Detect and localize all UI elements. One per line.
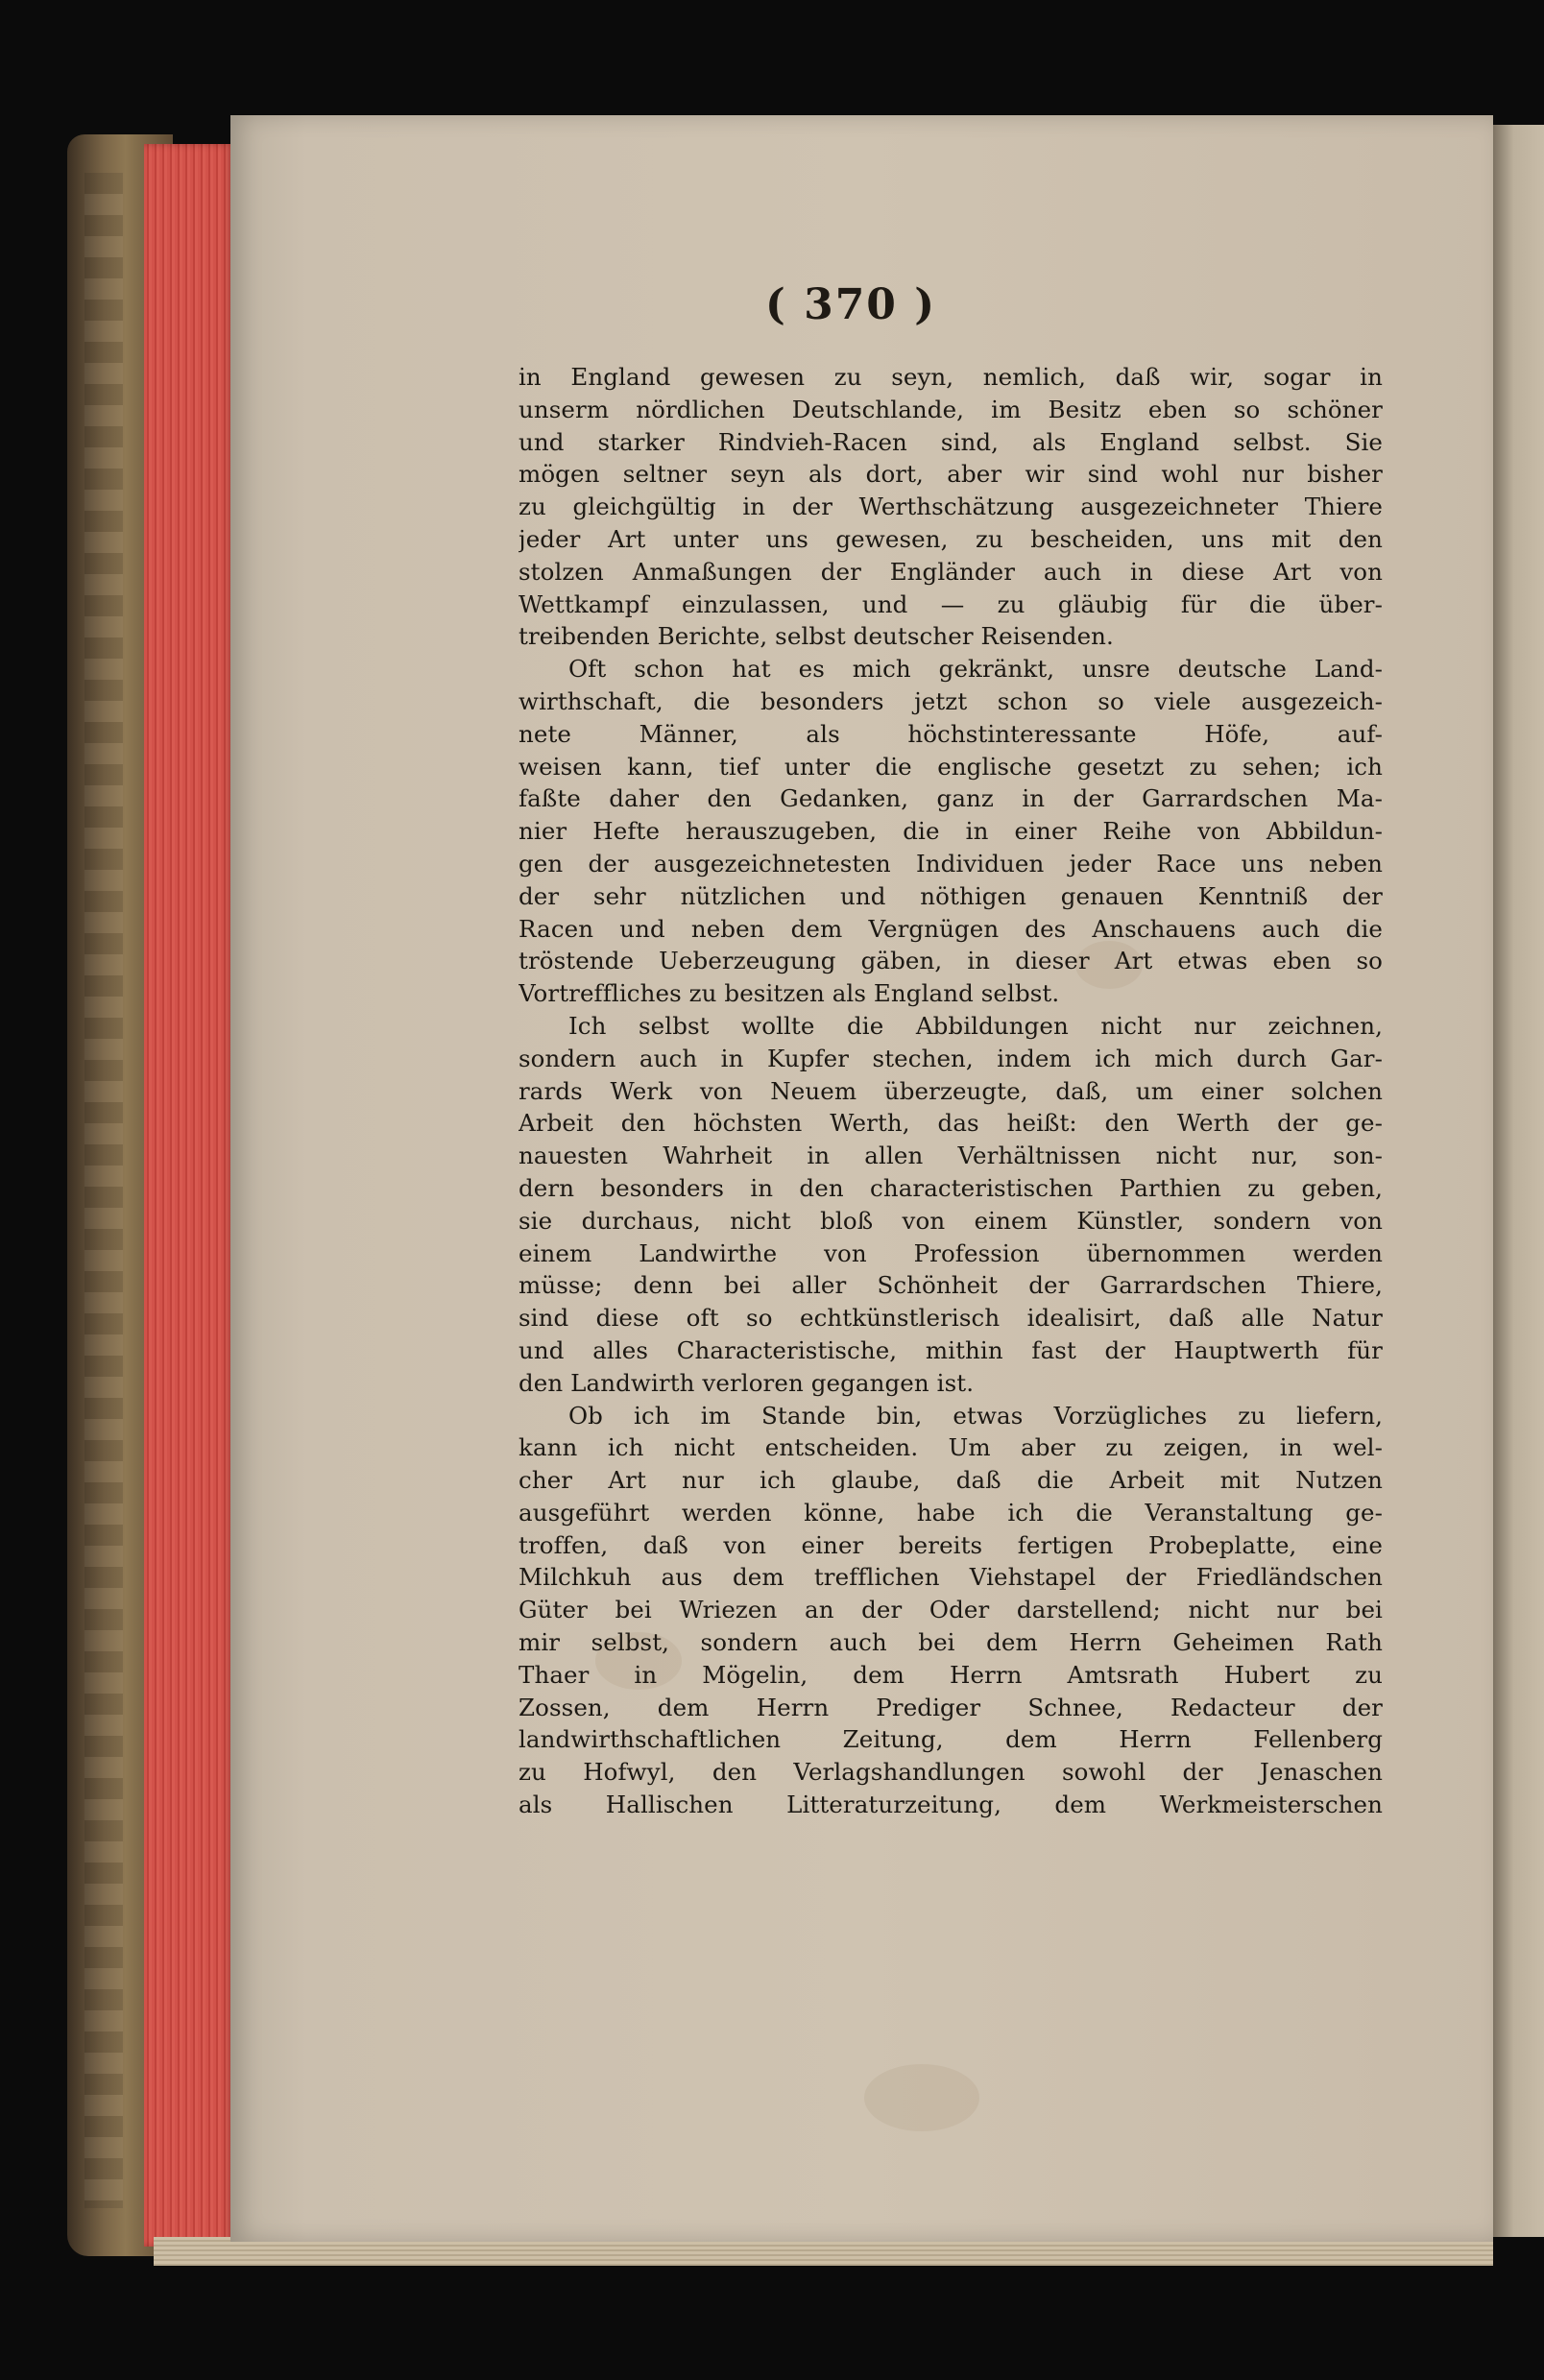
text-line: Oft schon hat es mich gekränkt, unsre deutsche Land- xyxy=(568,655,1383,684)
text-line: Wettkampf einzulassen, und — zu gläubig für die über- xyxy=(519,589,1383,618)
text-line: müsse; denn bei aller Schönheit der Garrardschen Thiere, xyxy=(519,1271,1383,1300)
text-line: unserm nördlichen Deutschlande, im Besitz eben so schöner xyxy=(519,395,1383,423)
text-line: Milchkuh aus dem trefflichen Viehstapel der Friedländschen xyxy=(519,1563,1383,1592)
body-text xyxy=(519,361,1383,1821)
text-line: troffen, daß von einer bereits fertigen Probeplatte, eine xyxy=(519,1530,1383,1559)
foxing-stain xyxy=(864,2064,979,2131)
text-line: den Landwirth verloren gegangen ist. xyxy=(519,1368,975,1397)
text-line: Zossen, dem Herrn Prediger Schnee, Redacteur der xyxy=(519,1693,1383,1721)
text-line: zu gleichgültig in der Werthschätzung ausgezeichneter Thiere xyxy=(519,493,1383,521)
text-line: treibenden Berichte, selbst deutscher Reisenden. xyxy=(519,622,1114,651)
text-line: einem Landwirthe von Profession übernommen werden xyxy=(519,1238,1383,1267)
text-line: in England gewesen zu seyn, nemlich, daß wir, sogar in xyxy=(519,363,1383,391)
text-line: und starker Rindvieh-Racen sind, als England selbst. Sie xyxy=(519,427,1383,456)
facing-page-edge xyxy=(1493,125,1544,2237)
text-line: Ob ich im Stande bin, etwas Vorzügliches zu liefern, xyxy=(568,1401,1383,1430)
page-number-text: ( 370 ) xyxy=(764,280,937,329)
text-line: gen der ausgezeichnetesten Individuen jeder Race uns neben xyxy=(519,849,1383,877)
text-line: ausgeführt werden könne, habe ich die Veranstaltung ge- xyxy=(519,1498,1383,1527)
text-line: Ich selbst wollte die Abbildungen nicht nur zeichnen, xyxy=(568,1011,1383,1040)
text-line: tröstende Ueberzeugung gäben, in dieser Art etwas eben so xyxy=(519,947,1383,975)
text-line: Racen und neben dem Vergnügen des Anschauens auch die xyxy=(519,914,1383,943)
red-page-edges xyxy=(144,144,235,2247)
text-line: nauesten Wahrheit in allen Verhältnissen nicht nur, son- xyxy=(519,1142,1383,1170)
text-line: weisen kann, tief unter die englische gesetzt zu sehen; ich xyxy=(519,752,1383,781)
text-line: Vortreffliches zu besitzen als England selbst. xyxy=(519,979,1060,1008)
text-line: dern besonders in den characteristischen Parthien zu geben, xyxy=(519,1173,1383,1202)
text-line: und alles Characteristische, mithin fast der Hauptwerth für xyxy=(519,1335,1383,1364)
text-line: nete Männer, als höchstinteressante Höfe, auf- xyxy=(519,719,1383,748)
text-line: stolzen Anmaßungen der Engländer auch in diese Art von xyxy=(519,557,1383,586)
text-line: der sehr nützlichen und nöthigen genauen Kenntniß der xyxy=(519,881,1383,910)
text-line: Güter bei Wriezen an der Oder darstellend; nicht nur bei xyxy=(519,1596,1383,1624)
text-line: als Hallischen Litteraturzeitung, dem Werkmeisterschen xyxy=(519,1791,1383,1819)
text-line: Thaer in Mögelin, dem Herrn Amtsrath Hubert zu xyxy=(519,1660,1383,1689)
text-line: kann ich nicht entscheiden. Um aber zu zeigen, in wel- xyxy=(519,1433,1383,1462)
text-line: mögen seltner seyn als dort, aber wir sind wohl nur bisher xyxy=(519,460,1383,489)
text-line: nier Hefte herauszugeben, die in einer Reihe von Abbildun- xyxy=(519,817,1383,846)
text-line: sie durchaus, nicht bloß von einem Künstler, sondern von xyxy=(519,1206,1383,1235)
text-line: jeder Art unter uns gewesen, zu bescheiden, uns mit den xyxy=(519,524,1383,553)
text-line: faßte daher den Gedanken, ganz in der Garrardschen Ma- xyxy=(519,784,1383,813)
text-line: wirthschaft, die besonders jetzt schon so viele ausgezeich- xyxy=(519,686,1383,715)
text-line: sind diese oft so echtkünstlerisch idealisirt, daß alle Natur xyxy=(519,1304,1383,1333)
page-number xyxy=(0,280,1544,329)
text-line: zu Hofwyl, den Verlagshandlungen sowohl der Jenaschen xyxy=(519,1758,1383,1787)
text-line: mir selbst, sondern auch bei dem Herrn Geheimen Rath xyxy=(519,1628,1383,1657)
text-line: sondern auch in Kupfer stechen, indem ich mich durch Gar- xyxy=(519,1044,1383,1072)
text-line: cher Art nur ich glaube, daß die Arbeit mit Nutzen xyxy=(519,1466,1383,1495)
text-line: Arbeit den höchsten Werth, das heißt: den Werth der ge- xyxy=(519,1109,1383,1138)
text-line: landwirthschaftlichen Zeitung, dem Herrn Fellenberg xyxy=(519,1725,1383,1754)
text-line: rards Werk von Neuem überzeugte, daß, um einer solchen xyxy=(519,1076,1383,1105)
